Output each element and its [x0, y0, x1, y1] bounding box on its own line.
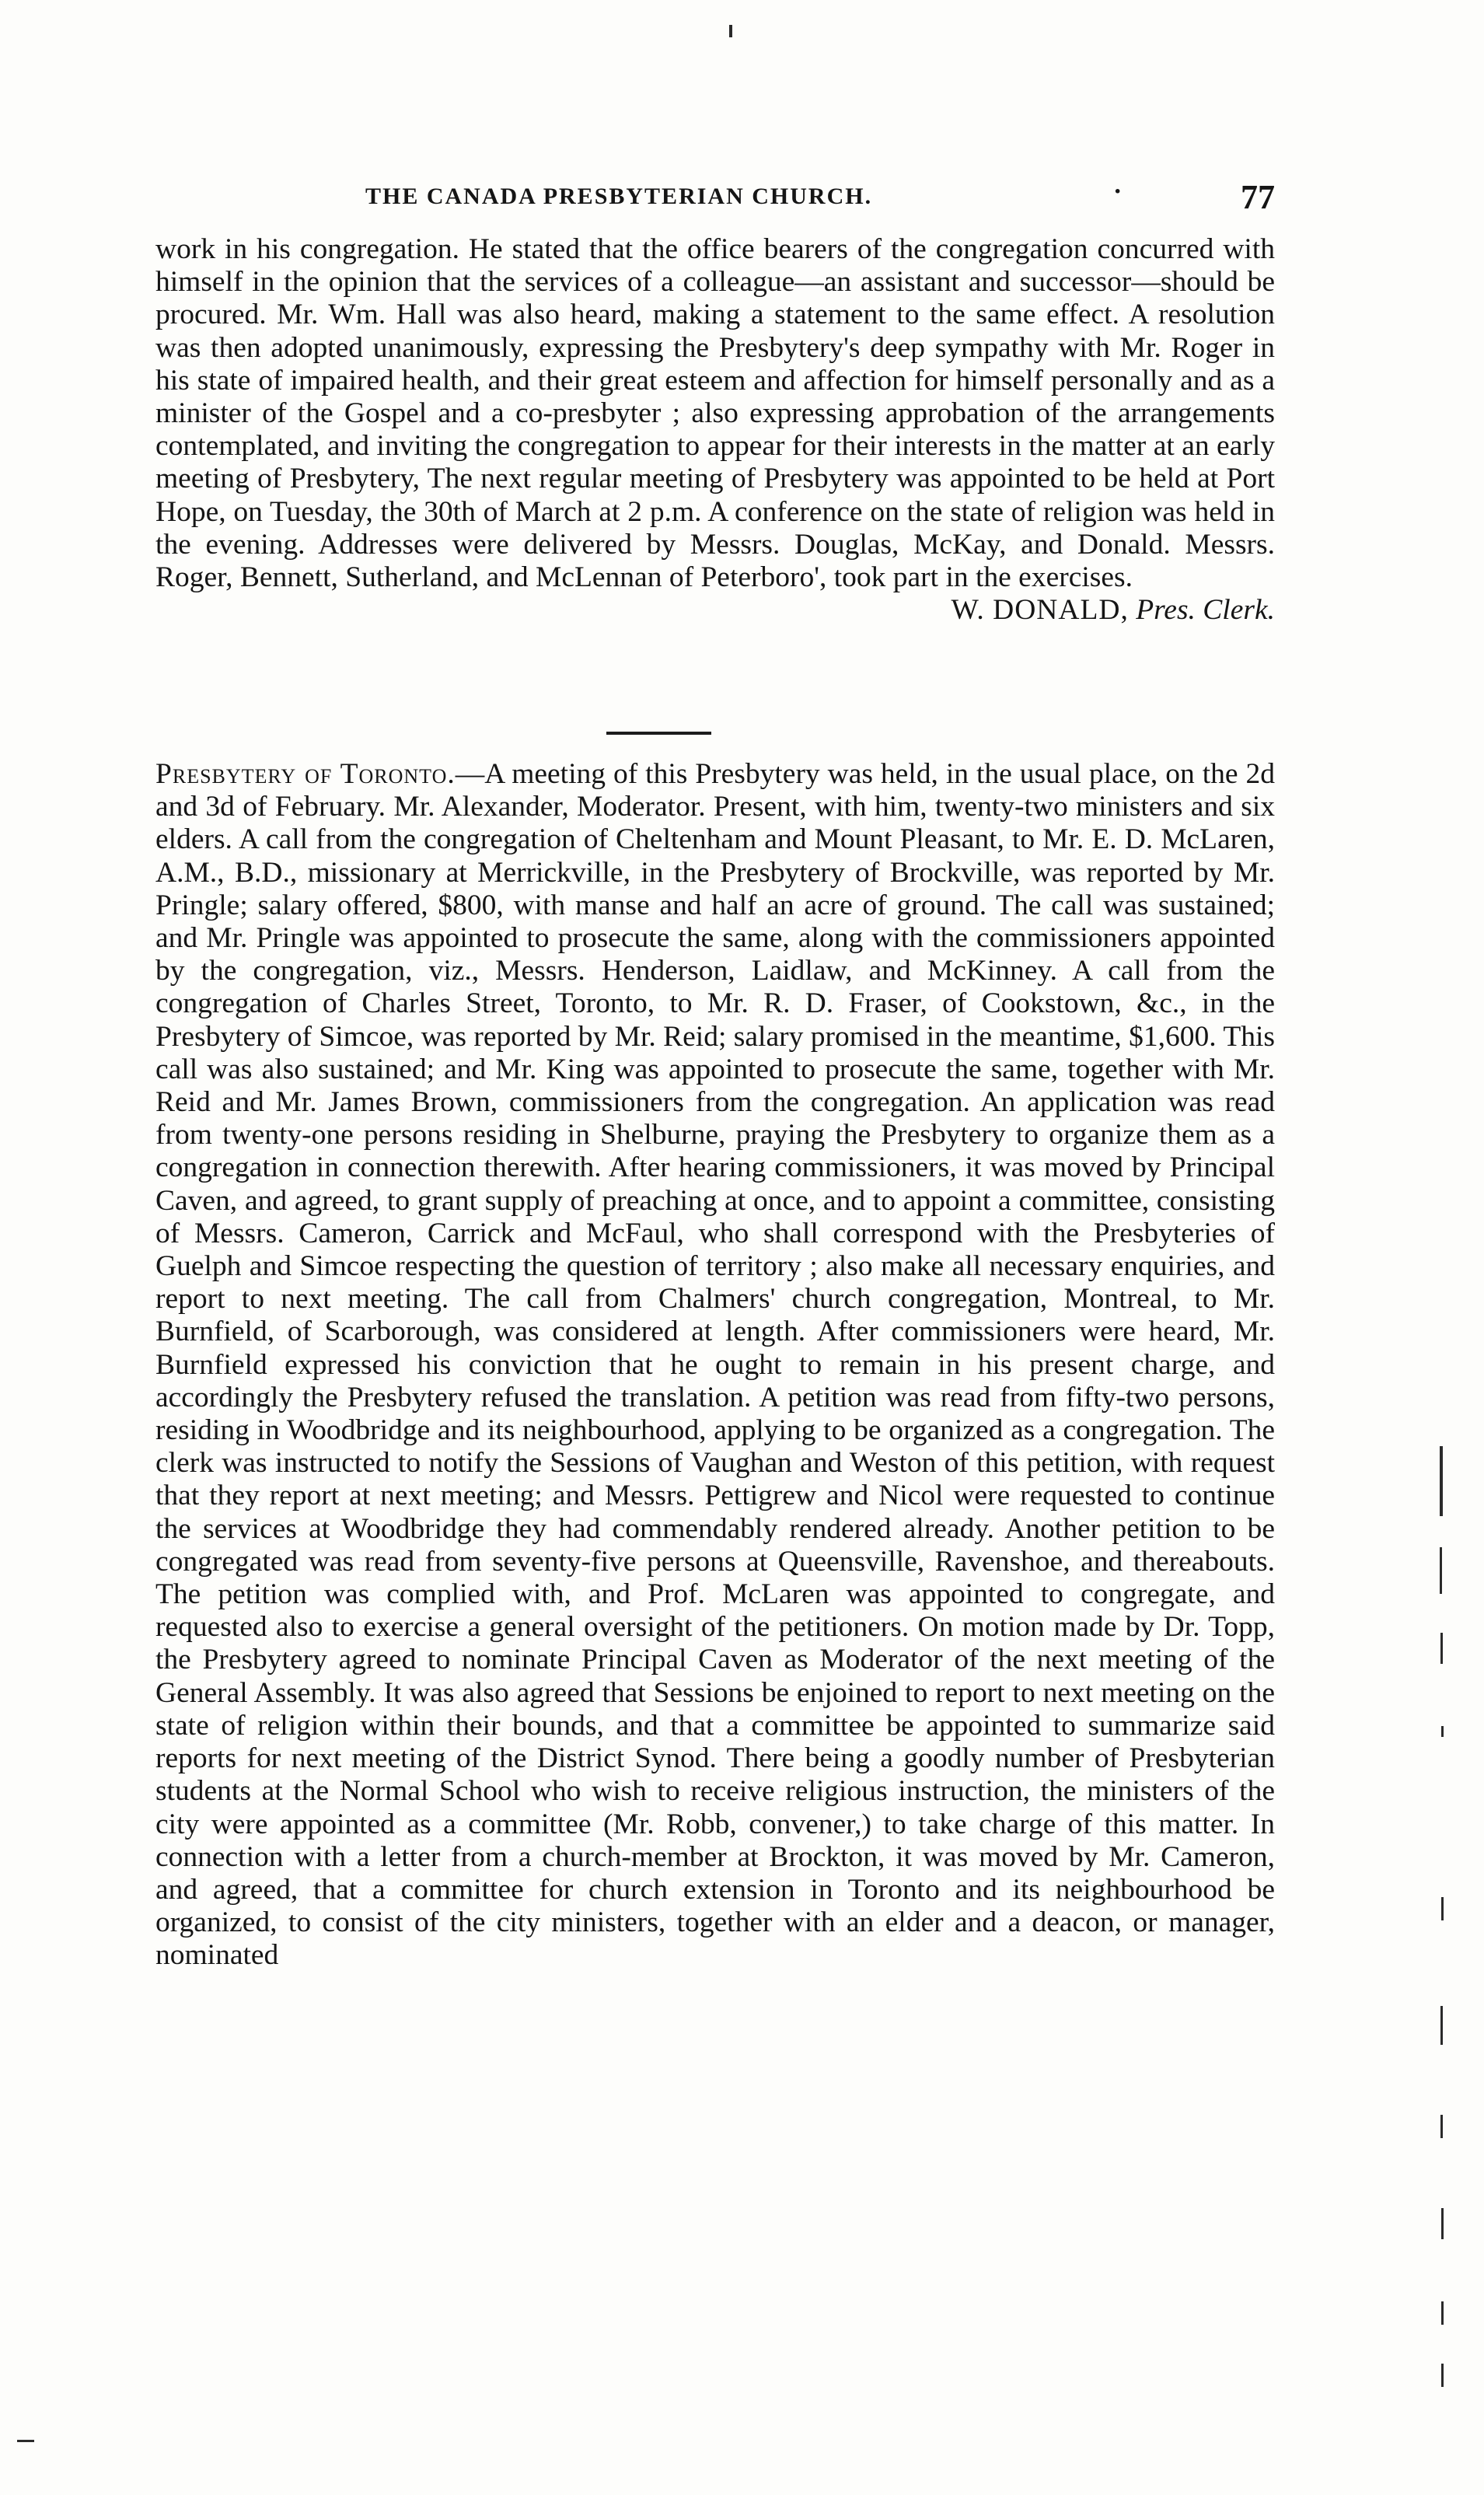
article-continuation	[155, 233, 1275, 627]
signature	[155, 594, 1275, 627]
edge-mark	[1440, 1446, 1443, 1516]
top-speck	[729, 25, 732, 37]
article-presbytery-of-toronto	[155, 758, 1275, 1973]
scan-edge-marks	[1437, 1446, 1452, 2457]
section-heading: Presbytery of Toronto.	[155, 758, 456, 790]
section-divider	[606, 732, 711, 735]
edge-mark	[1441, 2364, 1444, 2387]
paragraph-text: work in his congregation. He stated that the office bearers of the congregation concurred with himself in the opinion that the services of a colleague—an assistant and successor—should be procured. Mr. Wm. Hall was also heard, making a statement to the same effect. A resolution was then adopted unanimously, expressing the Presbytery's deep sympathy with Mr. Roger in his state of impaired health, and their great esteem and affection for himself personally and as a minister of the Gospel and a co-presbyter ; also expressing approbation of the arrangements contemplated, and inviting the congregation to appear for their interests in the matter at an early meeting of Presbytery, The next regular meeting of Presbytery was appointed to be held at Port Hope, on Tuesday, the 30th of March at 2 p.m. A conference on the state of religion was held in the evening. Addresses were delivered by Messrs. Douglas, McKay, and Donald. Messrs. Roger, Bennett, Sutherland, and McLennan of Peterboro', took part in the exercises.	[155, 233, 1275, 594]
edge-mark	[1441, 1726, 1444, 1737]
signature-title: Pres. Clerk.	[1136, 594, 1275, 627]
running-head-dot: ·	[1113, 177, 1123, 206]
edge-mark	[1440, 1547, 1442, 1594]
edge-mark	[1441, 2301, 1444, 2325]
paragraph	[155, 233, 1275, 627]
corner-speck	[17, 2440, 34, 2442]
edge-mark	[1440, 2115, 1443, 2138]
running-head	[155, 177, 1275, 224]
paragraph-text: —A meeting of this Presbytery was held, in the usual place, on the 2d and 3d of February. Mr. Alexander, Moderator. Present, with him, twenty-two ministers and six elders. A call from the congregation of Cheltenham and Mount Pleasant, to Mr. E. D. McLaren, A.M., B.D., missionary at Merrickville, in the Presbytery of Brockville, was reported by Mr. Pringle; salary offered, $800, with manse and half an acre of ground. The call was sustained; and Mr. Pringle was appointed to prosecute the same, along with the commissioners appointed by the congregation, viz., Messrs. Henderson, Laidlaw, and McKinney. A call from the congregation of Charles Street, Toronto, to Mr. R. D. Fraser, of Cookstown, &c., in the Presbytery of Simcoe, was reported by Mr. Reid; salary promised in the meantime, $1,600. This call was also sustained; and Mr. King was appointed to prosecute the same, together with Mr. Reid and Mr. James Brown, commissioners from the congregation. An application was read from twenty-one persons residing in Shelburne, praying the Presbytery to organize them as a congregation in connection therewith. After hearing commissioners, it was moved by Principal Caven, and agreed, to grant supply of preaching at once, and to appoint a committee, consisting of Messrs. Cameron, Carrick and McFaul, who shall correspond with the Presbyteries of Guelph and Simcoe respecting the question of territory ; also make all necessary enquiries, and report to next meeting. The call from Chalmers' church congregation, Montreal, to Mr. Burnfield, of Scarborough, was considered at length. After commissioners were heard, Mr. Burnfield expressed his conviction that he ought to remain in his present charge, and accordingly the Presbytery refused the translation. A petition was read from fifty-two persons, residing in Woodbridge and its neighbourhood, applying to be organized as a congregation. The clerk was instructed to notify the Sessions of Vaughan and Weston of this petition, with request that they report at next meeting; and Messrs. Pettigrew and Nicol were requested to continue the services at Woodbridge they had commendably rendered already. Another petition to be congregated was read from seventy-five persons at Queensville, Ravenshoe, and thereabouts. The petition was complied with, and Prof. McLaren was appointed to congregate, and requested also to exercise a general oversight of the petitioners. On motion made by Dr. Topp, the Presbytery agreed to nominate Principal Caven as Moderator of the next meeting of the General Assembly. It was also agreed that Sessions be enjoined to report to next meeting on the state of religion within their bounds, and that a committee be appointed to summarize said reports for next meeting of the District Synod. There being a goodly number of Presbyterian students at the Normal School who wish to receive religious instruction, the ministers of the city were appointed as a committee (Mr. Robb, convener,) to take charge of this matter. In connection with a letter from a church-member at Brockton, it was moved by Mr. Cameron, and agreed, that a committee for church extension in Toronto and its neighbourhood be organized, to consist of the city ministers, together with an elder and a deacon, or manager, nominated	[155, 758, 1275, 1972]
running-head-title: THE CANADA PRESBYTERIAN CHURCH.	[365, 183, 873, 209]
page-number: 77	[1241, 178, 1275, 216]
paragraph	[155, 758, 1275, 1973]
edge-mark	[1440, 1633, 1443, 1664]
signature-name: W. DONALD,	[951, 594, 1129, 627]
edge-mark	[1441, 1897, 1444, 1920]
edge-mark	[1441, 2208, 1444, 2239]
edge-mark	[1440, 2006, 1443, 2045]
